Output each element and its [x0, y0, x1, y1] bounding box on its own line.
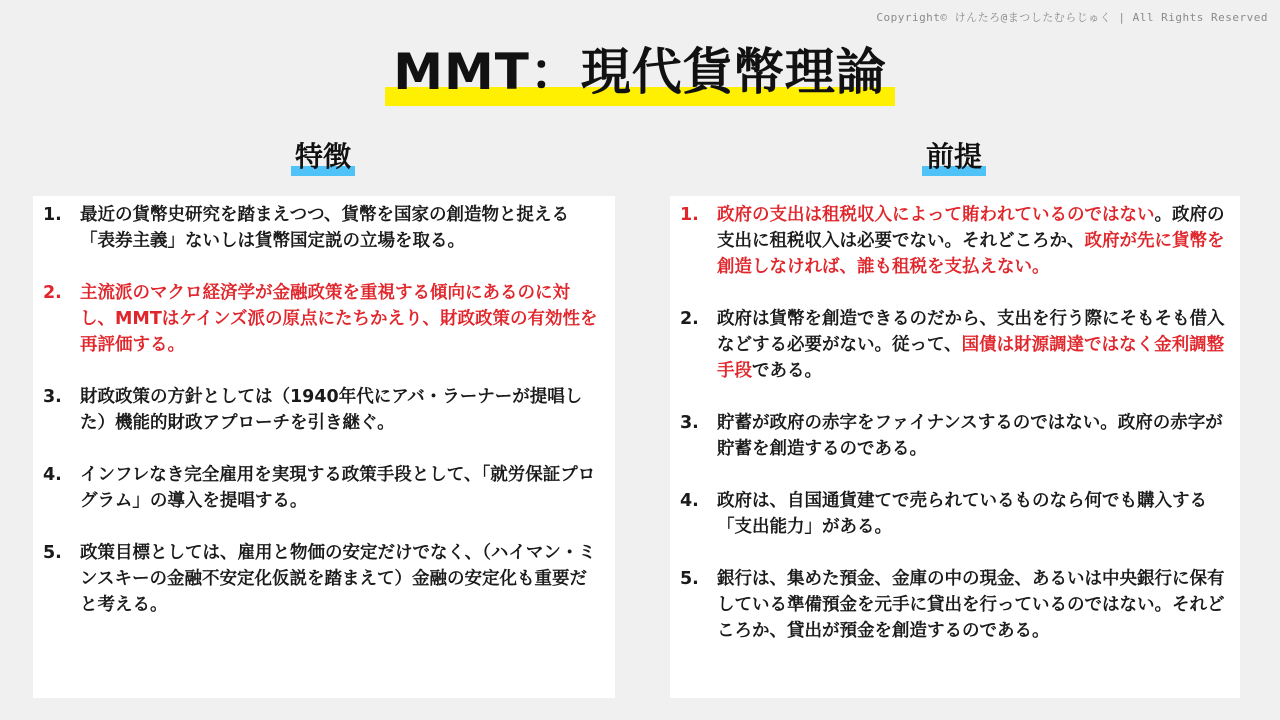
item-text: [80, 540, 601, 618]
item-number: 2.: [43, 283, 62, 303]
body-text: 貯蓄が政府の赤字をファイナンスするのではない。政府の赤字が貯蓄を創造するのである。: [717, 413, 1223, 459]
body-text: である。: [752, 361, 822, 381]
right-heading: [804, 138, 1104, 176]
body-text: 銀行は、集めた預金、金庫の中の現金、あるいは中央銀行に保有している準備預金を元手に貸出を行っているのではない。それどころか、貸出が預金を創造するのである。: [717, 569, 1225, 641]
feature-item: [43, 384, 601, 436]
page-title: [385, 38, 895, 106]
features-list: [43, 202, 601, 618]
item-number: 4.: [43, 465, 62, 485]
item-number: 5.: [43, 543, 62, 563]
premises-panel: [670, 196, 1240, 698]
item-number: 1.: [43, 205, 62, 225]
item-number: 3.: [680, 413, 699, 433]
left-heading-label: [291, 138, 355, 176]
body-text: 。政府の支出に租税収入は必要でない。それどころか、: [717, 205, 1225, 251]
emphasized-text: 主流派のマクロ経済学が金融政策を重視する傾向にあるのに対し、MMTはケインズ派の原点にたちかえり、財政政策の有効性を再評価する。: [80, 283, 598, 355]
right-heading-label: [922, 138, 986, 176]
body-text: 財政政策の方針としては（1940年代にアバ・ラーナーが提唱した）機能的財政アプローチを引き継ぐ。: [80, 387, 583, 433]
features-panel: [33, 196, 615, 698]
copyright-notice: Copyright© けんたろ@まつしたむらじゅく | All Rights Reserved: [876, 11, 1268, 24]
item-text: [717, 566, 1226, 644]
item-text: [80, 202, 601, 254]
premise-item: [680, 410, 1226, 462]
item-text: [717, 306, 1226, 384]
title-container: [0, 38, 1280, 106]
body-text: 政策目標としては、雇用と物価の安定だけでなく、（ハイマン・ミンスキーの金融不安定化仮説を踏まえて）金融の安定化も重要だと考える。: [80, 543, 596, 615]
item-number: 4.: [680, 491, 699, 511]
body-text: 最近の貨幣史研究を踏まえつつ、貨幣を国家の創造物と捉える「表券主義」ないしは貨幣国定説の立場を取る。: [80, 205, 569, 251]
premises-list: [680, 202, 1226, 644]
premise-item: [680, 202, 1226, 280]
left-heading: [173, 138, 473, 176]
item-number: 1.: [680, 205, 699, 225]
right-heading-text: 前提: [925, 140, 982, 173]
emphasized-text: 政府が先に貨幣を創造しなければ、誰も租税を支払えない。: [717, 231, 1225, 277]
feature-item: [43, 540, 601, 618]
body-text: インフレなき完全雇用を実現する政策手段として、「就労保証プログラム」の導入を提唱する。: [80, 465, 596, 511]
feature-item: [43, 280, 601, 358]
item-text: [717, 410, 1226, 462]
item-text: [80, 462, 601, 514]
premise-item: [680, 306, 1226, 384]
page-title-text: MMT：現代貨幣理論: [393, 43, 887, 101]
item-text: [717, 202, 1226, 280]
body-text: 政府は貨幣を創造できるのだから、支出を行う際にそもそも借入などする必要がない。従って、: [717, 309, 1225, 355]
feature-item: [43, 462, 601, 514]
item-text: [80, 280, 601, 358]
item-number: 3.: [43, 387, 62, 407]
item-number: 2.: [680, 309, 699, 329]
body-text: 政府は、自国通貨建てで売られているものなら何でも購入する「支出能力」がある。: [717, 491, 1207, 537]
emphasized-text: 国債は財源調達ではなく金利調整手段: [717, 335, 1225, 381]
feature-item: [43, 202, 601, 254]
item-text: [80, 384, 601, 436]
premise-item: [680, 488, 1226, 540]
left-heading-text: 特徴: [294, 140, 351, 173]
item-number: 5.: [680, 569, 699, 589]
premise-item: [680, 566, 1226, 644]
emphasized-text: 政府の支出は租税収入によって賄われているのではない: [717, 205, 1155, 225]
item-text: [717, 488, 1226, 540]
